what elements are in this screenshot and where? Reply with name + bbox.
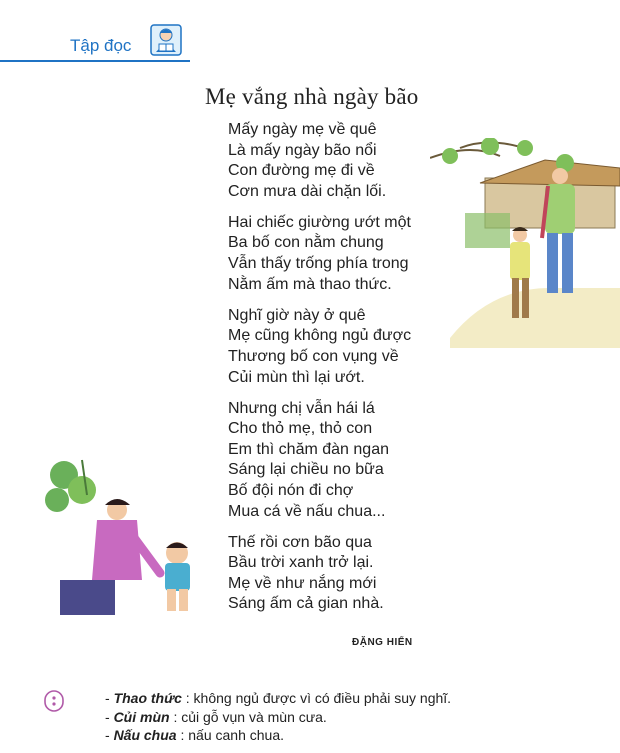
poem-line: Hai chiếc giường ướt một	[228, 213, 411, 231]
lesson-header	[0, 30, 200, 66]
poem-line: Em thì chăm đàn ngan	[228, 440, 389, 458]
vocabulary-notes	[105, 689, 451, 745]
note-prefix: -	[105, 708, 114, 725]
poem-body	[228, 120, 411, 626]
student-reading-icon	[150, 24, 182, 56]
note-prefix: -	[105, 690, 114, 706]
poem-title: Mẹ vắng nhà ngày bão	[205, 84, 419, 109]
note-definition: : nấu canh chua.	[176, 727, 284, 743]
poem-line: Bầu trời xanh trở lại.	[228, 554, 374, 572]
poem-stanza	[228, 213, 411, 295]
poem-line: Mua cá về nấu chua...	[228, 502, 386, 520]
note-prefix: -	[105, 727, 114, 743]
poem-stanza	[228, 120, 411, 202]
poem-line: Cơn mưa dài chặn lối.	[228, 182, 387, 200]
header-divider	[0, 60, 190, 62]
note-term: Nấu chua	[113, 727, 177, 743]
poem-line: Thương bố con vụng về	[228, 347, 399, 365]
poem-line: Nằm ấm mà thao thức.	[228, 275, 392, 293]
poem-line: Sáng lại chiều no bữa	[228, 461, 384, 479]
poem-line: Ba bố con nằm chung	[228, 234, 384, 252]
poem-line: Nhưng chị vẫn hái lá	[228, 399, 375, 417]
poem-line: Thế rồi cơn bão qua	[228, 533, 372, 551]
note-term: Thao thức	[113, 690, 182, 706]
poem-stanza	[228, 533, 411, 615]
note-definition: : củi gỗ vụn và mùn cưa.	[169, 708, 327, 725]
poem-line: Vẫn thấy trống phía trong	[228, 255, 409, 273]
poem-line: Mẹ cũng không ngủ được	[228, 327, 412, 345]
poem-line: Là mấy ngày bão nổi	[228, 141, 377, 159]
mother-child-illustration	[42, 455, 222, 620]
poem-line: Mẹ về như nắng mới	[228, 574, 377, 592]
lesson-type-label: Tập đọc	[70, 36, 132, 55]
father-daughter-illustration	[430, 138, 620, 348]
poem-line: Mấy ngày mẹ về quê	[228, 121, 377, 138]
explanation-icon	[43, 690, 65, 712]
vocabulary-note	[105, 689, 451, 708]
poem-line: Cho thỏ mẹ, thỏ con	[228, 420, 373, 438]
poem-line: Bố đội nón đi chợ	[228, 482, 354, 499]
poem-line: Nghĩ giờ này ở quê	[228, 306, 366, 324]
note-term: Củi mùn	[113, 708, 170, 725]
vocabulary-note	[105, 726, 451, 745]
vocabulary-note	[105, 708, 451, 727]
poem-line: Con đường mẹ đi về	[228, 162, 375, 180]
poem-line: Củi mùn thì lại ướt.	[228, 368, 365, 386]
poem-stanza	[228, 306, 411, 388]
note-definition: : không ngủ được vì có điều phải suy nghĩ.	[181, 690, 452, 706]
poem-line: Sáng ấm cả gian nhà.	[228, 595, 384, 613]
poem-author: ĐẶNG HIỂN	[352, 637, 413, 648]
poem-stanza	[228, 399, 411, 523]
